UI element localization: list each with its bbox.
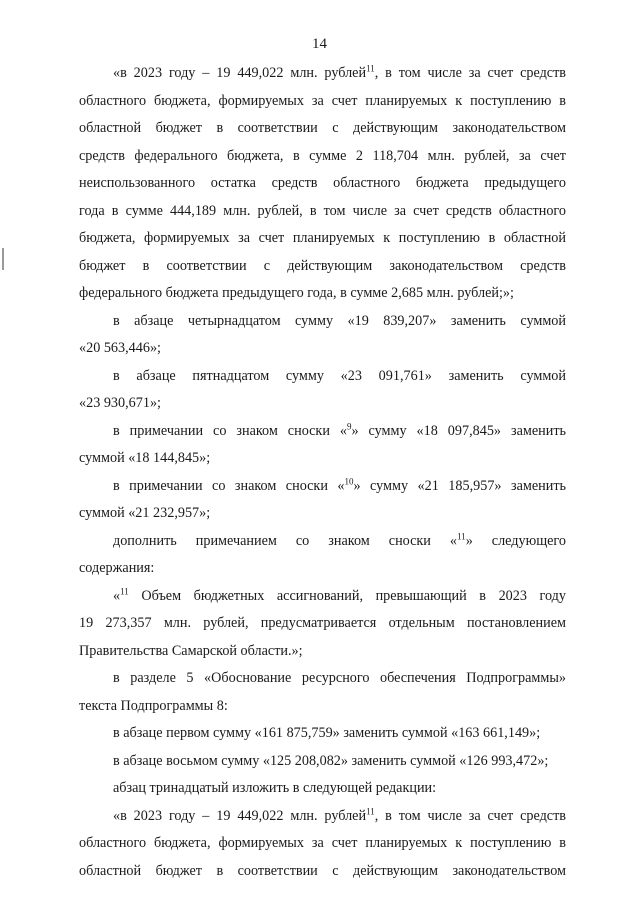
paragraph-quote3 — [79, 803, 566, 886]
text-line — [79, 693, 566, 721]
paragraph-p15 — [79, 363, 566, 418]
text-line — [79, 445, 566, 473]
text-line — [79, 748, 566, 776]
text-line — [79, 583, 566, 611]
line-text: «23 930,671»; — [79, 395, 161, 411]
text-line — [79, 170, 566, 198]
paragraph-sec5 — [79, 665, 566, 720]
line-text: бюджета, формируемых за счет планируемых к поступлению в областной — [79, 230, 566, 246]
text-line — [79, 88, 566, 116]
line-text: суммой «18 144,845»; — [79, 450, 211, 466]
line-text: абзац тринадцатый изложить в следующей редакции: — [113, 780, 437, 796]
text-line — [79, 775, 566, 803]
line-text: текста Подпрограммы 8: — [79, 697, 228, 714]
text-line — [79, 500, 566, 528]
line-text: года в сумме 444,189 млн. рублей, в том числе за счет средств областного — [79, 202, 566, 219]
text-line — [79, 253, 566, 281]
paragraph-note9 — [79, 418, 566, 473]
text-line — [79, 280, 566, 308]
paragraph-quote2 — [79, 583, 566, 666]
line-text: «в 2023 году – 19 449,022 млн. рублей — [113, 65, 367, 81]
paragraph-abz13 — [79, 775, 566, 803]
line-text: в примечании со знаком сноски « — [113, 422, 347, 439]
line-text: содержания: — [79, 560, 155, 576]
paragraph-note11 — [79, 528, 566, 583]
paragraph-abz1 — [79, 720, 566, 748]
text-line — [79, 418, 566, 446]
text-line — [79, 335, 566, 363]
line-text: областной бюджет в соответствии с действующим законодательством — [79, 120, 566, 136]
text-line — [79, 60, 566, 88]
line-text: средств федерального бюджета, в сумме 2 118,704 млн. рублей, за счет — [79, 147, 566, 164]
text-line — [79, 638, 566, 666]
footnote-mark: 10 — [344, 475, 354, 486]
line-text-tail: » следующего — [465, 532, 566, 549]
text-line — [79, 308, 566, 336]
footnote-mark: 9 — [346, 420, 352, 431]
footnote-mark: 11 — [457, 530, 466, 541]
line-text: «в 2023 году – 19 449,022 млн. рублей — [113, 807, 367, 824]
text-line — [79, 528, 566, 556]
footnote-mark: 11 — [366, 63, 375, 74]
line-text: областной бюджет в соответствии с действующим законодательством — [79, 862, 566, 879]
text-line — [79, 858, 566, 886]
paragraph-quote1 — [79, 60, 566, 308]
line-text: областного бюджета, формируемых за счет планируемых к поступлению в — [79, 92, 566, 109]
line-text: Правительства Самарской области.»; — [79, 642, 303, 659]
line-text: в абзаце пятнадцатом сумму «23 091,761» заменить суммой — [113, 367, 566, 384]
text-line — [79, 555, 566, 583]
line-text: в примечании со знаком сноски « — [113, 477, 345, 494]
line-text: «20 563,446»; — [79, 340, 161, 356]
line-text: в разделе 5 «Обоснование ресурсного обеспечения Подпрограммы» — [113, 670, 566, 686]
scan-artifact — [2, 248, 4, 270]
line-text: областного бюджета, формируемых за счет планируемых к поступлению в — [79, 835, 566, 851]
text-line — [79, 720, 566, 748]
line-text: бюджет в соответствии с действующим законодательством средств — [79, 257, 566, 274]
line-text: дополнить примечанием со знаком сноски « — [113, 532, 458, 549]
text-line — [79, 665, 566, 693]
text-line — [79, 390, 566, 418]
text-line — [79, 143, 566, 171]
line-text-tail: Объем бюджетных ассигнований, превышающий в 2023 году — [128, 587, 566, 604]
line-text: в абзаце первом сумму «161 875,759» заменить суммой «163 661,149»; — [113, 725, 541, 741]
text-line — [79, 610, 566, 638]
text-line — [79, 363, 566, 391]
line-text: федерального бюджета предыдущего года, в сумме 2,685 млн. рублей;»; — [79, 285, 514, 301]
text-line — [79, 225, 566, 253]
line-text-tail: , в том числе за счет средств — [374, 65, 566, 81]
line-text: в абзаце восьмом сумму «125 208,082» заменить суммой «126 993,472»; — [113, 752, 549, 769]
line-text: « — [113, 587, 121, 604]
line-text: 19 273,357 млн. рублей, предусматривается отдельным постановлением — [79, 615, 566, 631]
text-line — [79, 830, 566, 858]
text-line — [79, 803, 566, 831]
line-text-tail: » сумму «21 185,957» заменить — [353, 477, 566, 494]
line-text: неиспользованного остатка средств областного бюджета предыдущего — [79, 175, 566, 191]
line-text: в абзаце четырнадцатом сумму «19 839,207» заменить суммой — [113, 312, 566, 329]
text-line — [79, 115, 566, 143]
document-body — [79, 60, 566, 885]
footnote-mark: 11 — [366, 805, 375, 816]
page-number: 14 — [312, 36, 327, 52]
text-line — [79, 473, 566, 501]
line-text: суммой «21 232,957»; — [79, 505, 211, 521]
footnote-mark: 11 — [120, 585, 129, 596]
text-line — [79, 198, 566, 226]
paragraph-p14 — [79, 308, 566, 363]
line-text-tail: , в том числе за счет средств — [374, 807, 566, 824]
paragraph-abz8 — [79, 748, 566, 776]
paragraph-note10 — [79, 473, 566, 528]
line-text-tail: » сумму «18 097,845» заменить — [351, 422, 566, 439]
